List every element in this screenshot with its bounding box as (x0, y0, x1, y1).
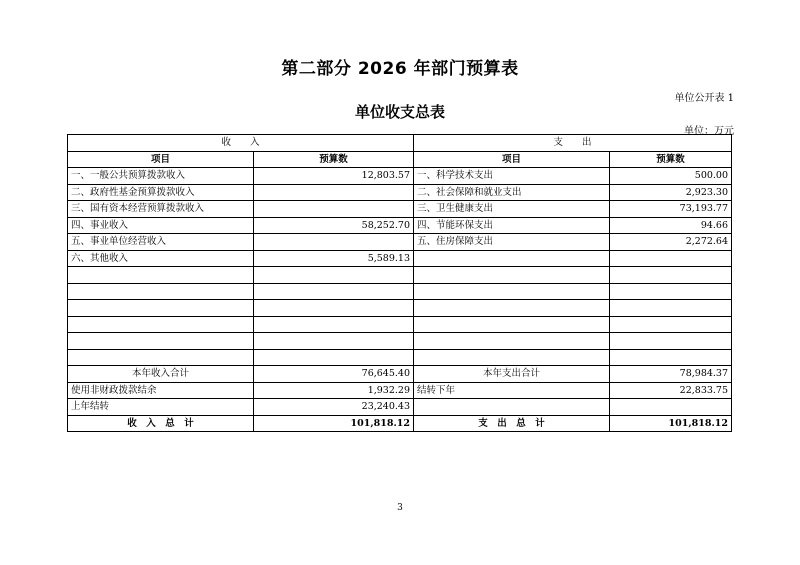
table-row (68, 168, 732, 185)
expense-item-cell: 五、住房保障支出 (414, 234, 610, 251)
expense-total-value: 101,818.12 (610, 415, 732, 432)
income-item-cell: 六、其他收入 (68, 250, 254, 267)
column-header-row (68, 151, 732, 168)
empty-cell (414, 399, 610, 416)
nonfiscal-label: 使用非财政拨款结余 (68, 382, 254, 399)
income-amount-cell (254, 184, 414, 201)
expense-amount-cell (610, 316, 732, 333)
income-amount-cell (254, 234, 414, 251)
expense-header: 支 出 (414, 135, 732, 152)
prior-year-row (68, 399, 732, 416)
budget-table (67, 134, 732, 432)
section-header-row (68, 135, 732, 152)
prior-year-label: 上年结转 (68, 399, 254, 416)
income-item-col-header: 项目 (68, 151, 254, 168)
expense-item-cell: 四、节能环保支出 (414, 217, 610, 234)
table-row (68, 349, 732, 366)
expense-total-label: 支 出 总 计 (414, 415, 610, 432)
expense-amount-cell (610, 333, 732, 350)
carry-forward-value: 22,833.75 (610, 382, 732, 399)
income-amount-cell: 58,252.70 (254, 217, 414, 234)
income-amount-cell: 5,589.13 (254, 250, 414, 267)
income-amount-cell (254, 316, 414, 333)
income-amount-cell (254, 333, 414, 350)
income-amount-cell (254, 267, 414, 284)
income-header: 收 入 (68, 135, 414, 152)
unit-label: 单位：万元 (684, 126, 734, 137)
expense-subtotal-value: 78,984.37 (610, 366, 732, 383)
income-amount-cell: 12,803.57 (254, 168, 414, 185)
table-row (68, 250, 732, 267)
expense-amount-cell (610, 283, 732, 300)
expense-item-cell (414, 300, 610, 317)
income-item-cell (68, 349, 254, 366)
expense-amount-cell: 94.66 (610, 217, 732, 234)
expense-budget-col-header: 预算数 (610, 151, 732, 168)
expense-amount-cell (610, 250, 732, 267)
income-amount-cell (254, 300, 414, 317)
income-subtotal-value: 76,645.40 (254, 366, 414, 383)
expense-amount-cell: 2,272.64 (610, 234, 732, 251)
table-row (68, 234, 732, 251)
income-item-cell: 二、政府性基金预算拨款收入 (68, 184, 254, 201)
table-row (68, 333, 732, 350)
expense-amount-cell (610, 300, 732, 317)
income-amount-cell (254, 349, 414, 366)
income-item-cell: 一、一般公共预算拨款收入 (68, 168, 254, 185)
table-title: 单位收支总表 (354, 103, 445, 121)
empty-cell (610, 399, 732, 416)
income-subtotal-label: 本年收入合计 (68, 366, 254, 383)
income-item-cell (68, 300, 254, 317)
income-amount-cell (254, 201, 414, 218)
expense-item-cell (414, 267, 610, 284)
expense-amount-cell: 73,193.77 (610, 201, 732, 218)
nonfiscal-value: 1,932.29 (254, 382, 414, 399)
table-row (68, 217, 732, 234)
income-total-label: 收 入 总 计 (68, 415, 254, 432)
expense-item-col-header: 项目 (414, 151, 610, 168)
expense-item-cell: 三、卫生健康支出 (414, 201, 610, 218)
expense-amount-cell (610, 349, 732, 366)
income-amount-cell (254, 283, 414, 300)
income-budget-col-header: 预算数 (254, 151, 414, 168)
expense-item-cell (414, 250, 610, 267)
page-number: 3 (397, 503, 403, 513)
expense-item-cell: 二、社会保障和就业支出 (414, 184, 610, 201)
income-item-cell (68, 333, 254, 350)
subtotal-row (68, 366, 732, 383)
expense-amount-cell (610, 267, 732, 284)
income-item-cell: 四、事业收入 (68, 217, 254, 234)
expense-item-cell (414, 283, 610, 300)
page-title: 第二部分 2026 年部门预算表 (281, 59, 519, 79)
grand-total-row (68, 415, 732, 432)
expense-subtotal-label: 本年支出合计 (414, 366, 610, 383)
table-row (68, 283, 732, 300)
expense-item-cell (414, 349, 610, 366)
prior-year-value: 23,240.43 (254, 399, 414, 416)
expense-item-cell: 一、科学技术支出 (414, 168, 610, 185)
expense-item-cell (414, 316, 610, 333)
income-item-cell: 三、国有资本经营预算拨款收入 (68, 201, 254, 218)
carry-forward-label: 结转下年 (414, 382, 610, 399)
expense-item-cell (414, 333, 610, 350)
income-total-value: 101,818.12 (254, 415, 414, 432)
income-item-cell (68, 267, 254, 284)
income-item-cell (68, 316, 254, 333)
table-row (68, 316, 732, 333)
table-row (68, 184, 732, 201)
table-row (68, 267, 732, 284)
table-number: 单位公开表 1 (674, 93, 734, 104)
table-row (68, 201, 732, 218)
income-item-cell (68, 283, 254, 300)
expense-amount-cell: 500.00 (610, 168, 732, 185)
balance-row (68, 382, 732, 399)
table-row (68, 300, 732, 317)
expense-amount-cell: 2,923.30 (610, 184, 732, 201)
income-item-cell: 五、事业单位经营收入 (68, 234, 254, 251)
